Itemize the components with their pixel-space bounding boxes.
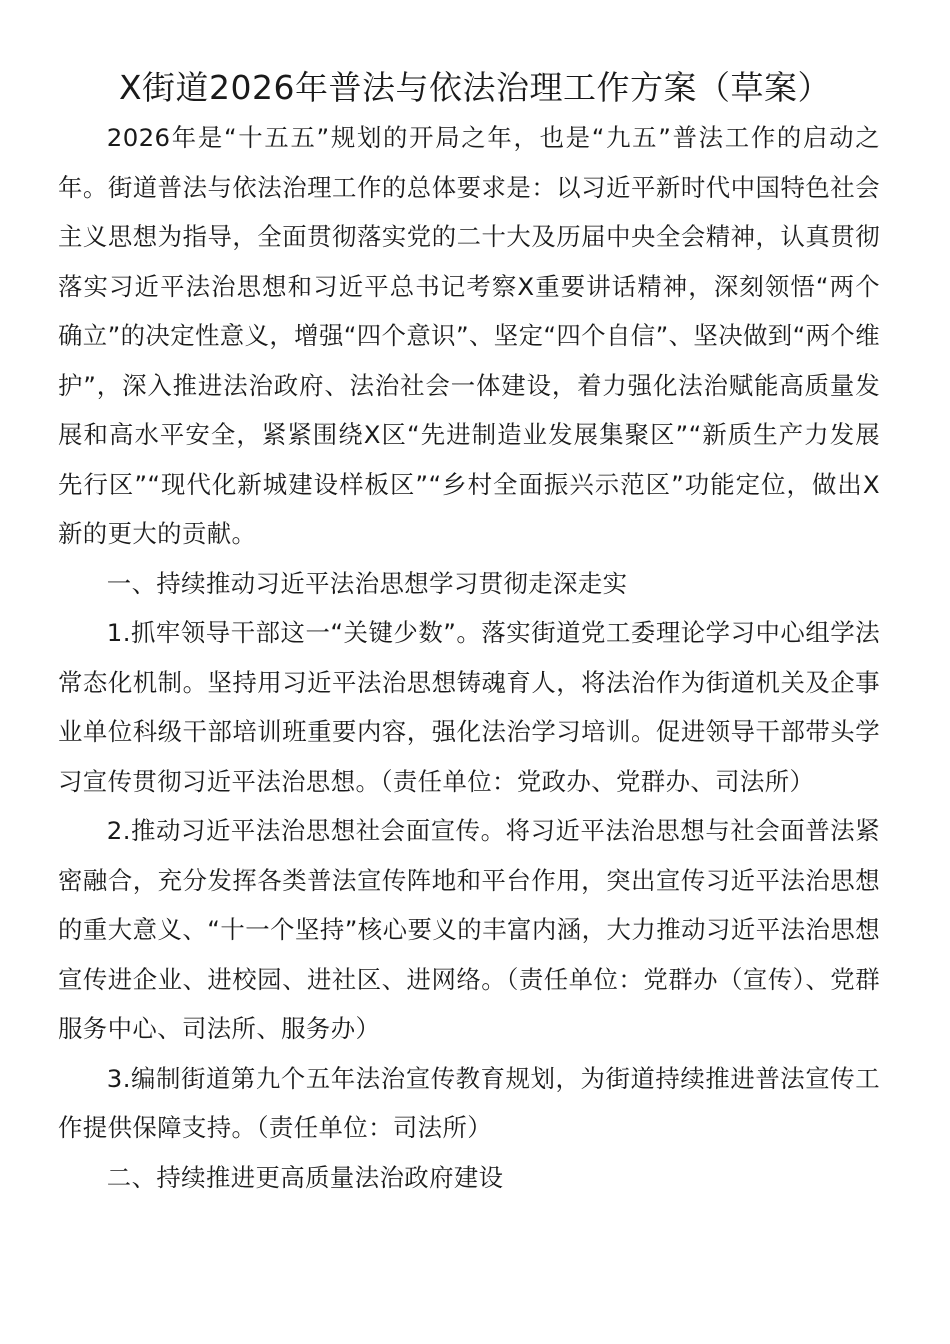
document-title: X街道2026年普法与依法治理工作方案（草案） xyxy=(118,68,832,107)
item-paragraph-2: 2.推动习近平法治思想社会面宣传。将习近平法治思想与社会面普法紧密融合，充分发挥各类普法宣传阵地和平台作用，突出宣传习近平法治思想的重大意义、“十一个坚持”核心要义的丰富内涵，大力推动习近平法治思想宣传进企业、进校园、进社区、进网络。（责任单位：党群办（宣传）、党群服务中心、司法所、服务办） xyxy=(58,816,880,1043)
section-heading-1: 一、持续推动习近平法治思想学习贯彻走深走实 xyxy=(106,568,628,598)
item-paragraph-3: 3.编制街道第九个五年法治宣传教育规划，为街道持续推进普法宣传工作提供保障支持。（责任单位：司法所） xyxy=(58,1063,880,1142)
section-heading-2: 二、持续推进更高质量法治政府建设 xyxy=(106,1162,504,1192)
document-body xyxy=(58,113,880,1202)
intro-paragraph: 2026年是“十五五”规划的开局之年，也是“九五”普法工作的启动之年。街道普法与依法治理工作的总体要求是：以习近平新时代中国特色社会主义思想为指导，全面贯彻落实党的二十大及历届中央全会精神，认真贯彻落实习近平法治思想和习近平总书记考察X重要讲话精神，深刻领悟“两个确立”的决定性意义，增强“四个意识”、坚定“四个自信”、坚决做到“两个维护”，深入推进法治政府、法治社会一体建设，着力强化法治赋能高质量发展和高水平安全，紧紧围绕X区“先进制造业发展集聚区”“新质生产力发展先行区”“现代化新城建设样板区”“乡村全面振兴示范区”功能定位，做出X新的更大的贡献。 xyxy=(58,123,880,548)
item-paragraph-1: 1.抓牢领导干部这一“关键少数”。落实街道党工委理论学习中心组学法常态化机制。坚持用习近平法治思想铸魂育人，将法治作为街道机关及企事业单位科级干部培训班重要内容，强化法治学习培训。促进领导干部带头学习宣传贯彻习近平法治思想。（责任单位：党政办、党群办、司法所） xyxy=(58,618,880,796)
